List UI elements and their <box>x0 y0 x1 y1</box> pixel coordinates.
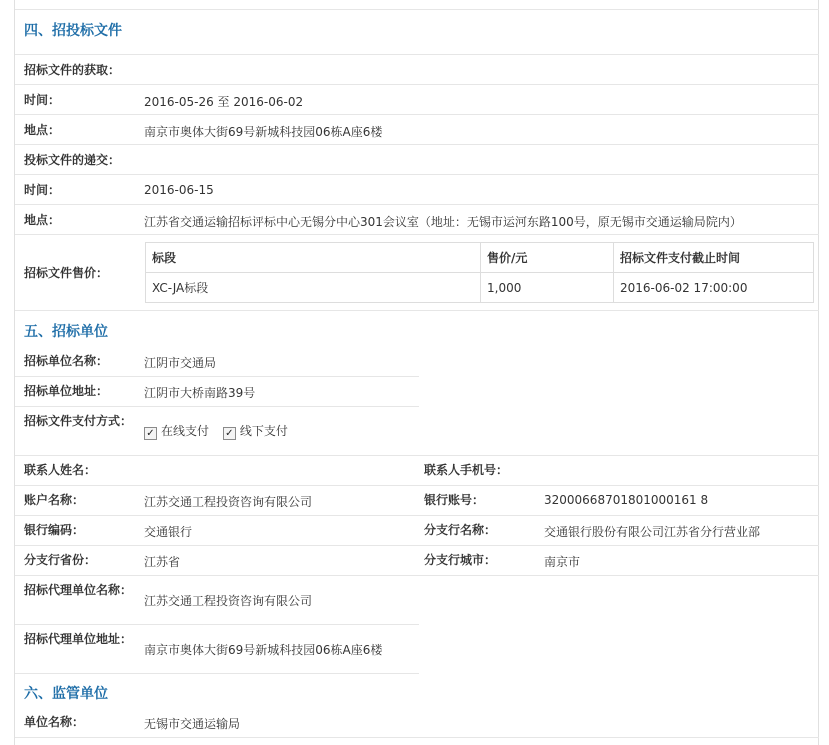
account-value: 江苏交通工程投资咨询有限公司 <box>144 495 313 509</box>
pay-method-row <box>15 407 819 456</box>
contact-row <box>15 456 819 486</box>
bank-code-row <box>15 516 819 546</box>
submit-row <box>15 145 819 175</box>
account-row <box>15 486 819 516</box>
supervisor-name-value: 无锡市交通运输局 <box>144 717 241 731</box>
top-divider <box>15 0 819 10</box>
pay-options <box>144 422 298 440</box>
bank-code-value: 交通银行 <box>144 525 193 539</box>
table-row <box>146 273 814 303</box>
supervisor-name-row <box>15 708 819 738</box>
submit-time-label: 时间： <box>24 183 61 197</box>
submit-label: 投标文件的递交： <box>24 153 121 167</box>
section4-header <box>15 10 819 55</box>
submit-time-value: 2016-06-15 <box>144 183 214 197</box>
obtain-place-row <box>15 115 819 145</box>
unit-addr-value: 江阴市大桥南路39号 <box>144 386 256 400</box>
col-header-segment: 标段 <box>146 243 481 273</box>
place-label: 地点： <box>24 123 61 137</box>
place-value: 南京市奥体大街69号新城科技园06栋A座6楼 <box>144 125 383 139</box>
province-value: 江苏省 <box>144 555 181 569</box>
section5-header <box>15 311 819 347</box>
bank-code-label: 银行编码： <box>24 523 85 537</box>
section-title: 六、监管单位 <box>24 686 108 702</box>
section6-header <box>15 674 819 708</box>
unit-addr-row <box>15 377 419 407</box>
col-header-deadline: 招标文件支付截止时间 <box>614 243 814 273</box>
price-table-header <box>146 243 814 273</box>
pay-option-offline[interactable] <box>223 424 288 438</box>
obtain-label: 招标文件的获取： <box>24 63 121 77</box>
province-label: 分支行省份： <box>24 553 97 567</box>
obtain-row <box>15 55 819 85</box>
branch-label: 分支行名称： <box>424 523 497 537</box>
checkbox-checked-icon[interactable]: ✓ <box>144 427 157 440</box>
pay-option-label: 在线支付 <box>161 424 210 438</box>
cell-deadline: 2016-06-02 17:00:00 <box>614 273 814 303</box>
submit-place-label: 地点： <box>24 213 61 227</box>
price-label: 招标文件售价： <box>24 266 109 280</box>
contact-label: 联系人姓名： <box>24 463 97 477</box>
cell-segment: XC-JA标段 <box>146 273 481 303</box>
agent-name-value: 江苏交通工程投资咨询有限公司 <box>144 594 313 608</box>
unit-name-row <box>15 347 419 377</box>
submit-place-value: 江苏省交通运输招标评标中心无锡分中心301会议室（地址：无锡市运河东路100号，原无锡市交通运输局院内） <box>144 215 742 229</box>
submit-time-row <box>15 175 819 205</box>
unit-addr-label: 招标单位地址： <box>24 384 109 398</box>
supervisor-name-label: 单位名称： <box>24 715 85 729</box>
col-header-price: 售价/元 <box>481 243 614 273</box>
agent-addr-value: 南京市奥体大街69号新城科技园06栋A座6楼 <box>144 643 383 657</box>
obtain-time-row <box>15 85 819 115</box>
bank-no-value: 32000668701801000161 8 <box>544 493 709 507</box>
branch-location-row <box>15 546 819 576</box>
time-value: 2016-05-26 至 2016-06-02 <box>144 95 304 109</box>
city-value: 南京市 <box>544 555 581 569</box>
agent-addr-row <box>15 625 419 674</box>
agent-addr-label: 招标代理单位地址： <box>24 632 133 646</box>
unit-name-label: 招标单位名称： <box>24 354 109 368</box>
time-label: 时间： <box>24 93 61 107</box>
checkbox-checked-icon[interactable]: ✓ <box>223 427 236 440</box>
pay-option-online[interactable] <box>144 424 209 438</box>
cell-price: 1,000 <box>481 273 614 303</box>
submit-place-row <box>15 205 819 235</box>
bank-no-label: 银行账号： <box>424 493 485 507</box>
section-title: 四、招投标文件 <box>24 23 122 39</box>
price-row <box>15 235 819 311</box>
agent-name-row <box>15 576 419 625</box>
section-title: 五、招标单位 <box>24 324 108 340</box>
city-label: 分支行城市： <box>424 553 497 567</box>
pay-option-label: 线下支付 <box>239 424 288 438</box>
unit-name-value: 江阴市交通局 <box>144 356 217 370</box>
price-table <box>145 242 814 303</box>
account-label: 账户名称： <box>24 493 85 507</box>
phone-label: 联系人手机号： <box>424 463 509 477</box>
pay-method-label: 招标文件支付方式： <box>24 414 133 428</box>
agent-name-label: 招标代理单位名称： <box>24 583 133 597</box>
branch-value: 交通银行股份有限公司江苏省分行营业部 <box>544 525 761 539</box>
